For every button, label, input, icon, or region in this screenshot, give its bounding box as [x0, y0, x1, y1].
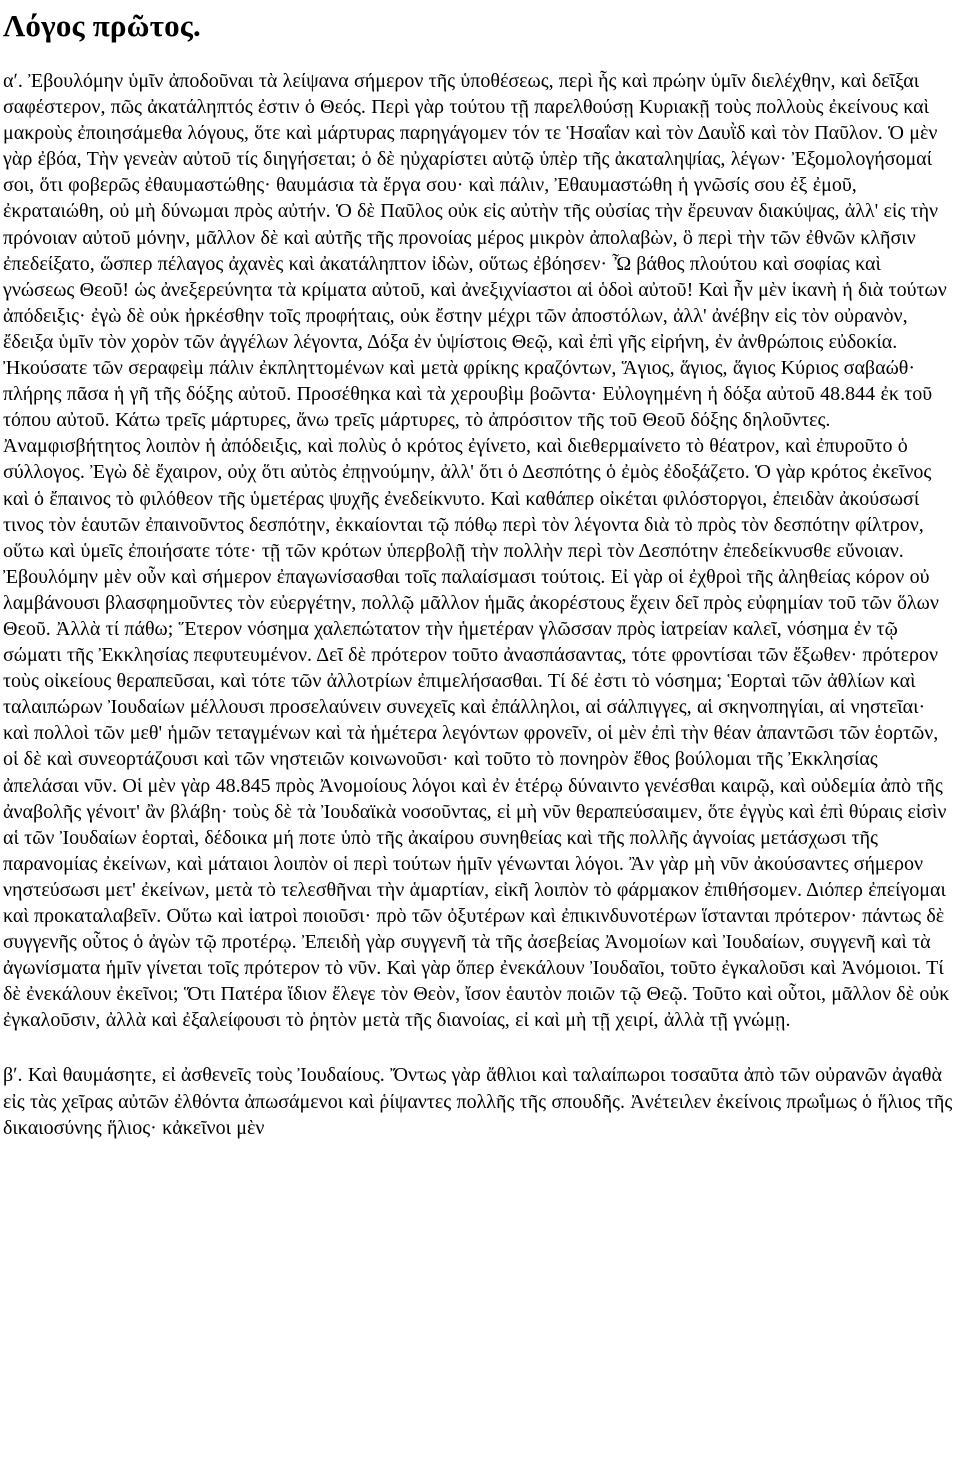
paragraph-1: αʹ. Ἐβουλόμην ὑμῖν ἀποδοῦναι τὰ λείψανα σήμερον τῆς ὑποθέσεως, περὶ ἧς καὶ πρώην ὑμῖν διελέχθην, καὶ δεῖξαι σαφέστερον, πῶς ἀκατάληπτός ἐστιν ὁ Θεός. Περὶ γὰρ τούτου τῇ παρελθούσῃ Κυριακῇ τοὺς πολλοὺς ἐκείνους καὶ μακροὺς ἐποιησάμεθα λόγους, ὅτε καὶ μάρτυρας παρηγάγομεν τόν τε Ἡσαΐαν καὶ τὸν Δαυῒδ καὶ τὸν Παῦλον. Ὁ μὲν γὰρ ἐβόα, Τὴν γενεὰν αὐτοῦ τίς διηγήσεται; ὁ δὲ ηὐχαρίστει αὐτῷ ὑπὲρ τῆς ἀκαταληψίας, λέγων· Ἐξομολογήσομαί σοι, ὅτι φοβερῶς ἐθαυμαστώθης· θαυμάσια τὰ ἔργα σου· καὶ πάλιν, Ἐθαυμαστώθη ἡ γνῶσίς σου ἐξ ἐμοῦ, ἐκραταιώθη, οὐ μὴ δύνωμαι πρὸς αὐτήν. Ὁ δὲ Παῦλος οὐκ εἰς αὐτὴν τῆς οὐσίας τὴν ἔρευναν διακύψας, ἀλλ' εἰς τὴν πρόνοιαν αὐτοῦ μόνην, μᾶλλον δὲ καὶ αὐτῆς τῆς προνοίας μέρος μικρὸν ἀπολαβὼν, ὃ περὶ τὴν τῶν ἐθνῶν κλῆσιν ἐπεδείξατο, ὥσπερ πέλαγος ἀχανὲς καὶ ἀκατάληπτον ἰδὼν, οὕτως ἐβόησεν· Ὦ βάθος πλούτου καὶ σοφίας καὶ γνώσεως Θεοῦ! ὡς ἀνεξερεύνητα τὰ κρίματα αὐτοῦ, καὶ ἀνεξιχνίαστοι αἱ ὁδοὶ αὐτοῦ! Καὶ ἦν μὲν ἱκανὴ ἡ διὰ τούτων ἀπόδειξις· ἐγὼ δὲ οὐκ ἠρκέσθην τοῖς προφήταις, οὐκ ἔστην μέχρι τῶν ἀποστόλων, ἀλλ' ἀνέβην εἰς τὸν οὐρανὸν, ἔδειξα ὑμῖν τὸν χορὸν τῶν ἀγγέλων λέγοντα, Δόξα ἐν ὑψίστοις Θεῷ, καὶ ἐπὶ γῆς εἰρήνη, ἐν ἀνθρώποις εὐδοκία. Ἠκούσατε τῶν σεραφεὶμ πάλιν ἐκπληττομένων καὶ μετὰ φρίκης κραζόντων, Ἅγιος, ἅγιος, ἅγιος Κύριος σαβαώθ· πλήρης πᾶσα ἡ γῆ τῆς δόξης αὐτοῦ. Προσέθηκα καὶ τὰ χερουβὶμ βοῶντα· Εὐλογημένη ἡ δόξα αὐτοῦ 48.844 ἐκ τοῦ τόπου αὐτοῦ. Κάτω τρεῖς μάρτυρες, ἄνω τρεῖς μάρτυρες, τὸ ἀπρόσιτον τῆς τοῦ Θεοῦ δόξης δηλοῦντες. Ἀναμφισβήτητος λοιπὸν ἡ ἀπόδειξις, καὶ πολὺς ὁ κρότος ἐγίνετο, καὶ διεθερμαίνετο τὸ θέατρον, καὶ ἐπυροῦτο ὁ σύλλογος. Ἐγὼ δὲ ἔχαιρον, οὐχ ὅτι αὐτὸς ἐπῃνούμην, ἀλλ' ὅτι ὁ Δεσπότης ὁ ἐμὸς ἐδοξάζετο. Ὁ γὰρ κρότος ἐκεῖνος καὶ ὁ ἔπαινος τὸ φιλόθεον τῆς ὑμετέρας ψυχῆς ἐνεδείκνυτο. Καὶ καθάπερ οἰκέται φιλόστοργοι, ἐπειδὰν ἀκούσωσί τινος τὸν ἑαυτῶν ἐπαινοῦντος δεσπότην, ἐκκαίονται τῷ πόθῳ περὶ τὸν λέγοντα διὰ τὸ πρὸς τὸν δεσπότην φίλτρον, οὕτω καὶ ὑμεῖς ἐποιήσατε τότε· τῇ τῶν κρότων ὑπερβολῇ τὴν πολλὴν περὶ τὸν Δεσπότην ἐπεδείκνυσθε εὔνοιαν. Ἐβουλόμην μὲν οὖν καὶ σήμερον ἐπαγωνίσασθαι τοῖς παλαίσμασι τούτοις. Εἰ γὰρ οἱ ἐχθροὶ τῆς ἀληθείας κόρον οὐ λαμβάνουσι βλασφημοῦντες τὸν εὐεργέτην, πολλῷ μᾶλλον ἡμᾶς ἀκορέστους ἔχειν δεῖ πρὸς εὐφημίαν τοῦ τῶν ὅλων Θεοῦ. Ἀλλὰ τί πάθω; Ἕτερον νόσημα χαλεπώτατον τὴν ἡμετέραν γλῶσσαν πρὸς ἰατρείαν καλεῖ, νόσημα ἐν τῷ σώματι τῆς Ἐκκλησίας πεφυτευμένον. Δεῖ δὲ πρότερον τοῦτο ἀνασπάσαντας, τότε φροντίσαι τῶν ἔξωθεν· πρότερον τοὺς οἰκείους θεραπεῦσαι, καὶ τότε τῶν ἀλλοτρίων ἐπιμελήσασθαι. Τί δέ ἐστι τὸ νόσημα; Ἑορταὶ τῶν ἀθλίων καὶ ταλαιπώρων Ἰουδαίων μέλλουσι προσελαύνειν συνεχεῖς καὶ ἐπάλληλοι, αἱ σάλπιγγες, αἱ σκηνοπηγίαι, αἱ νηστεῖαι· καὶ πολλοὶ τῶν μεθ' ἡμῶν τεταγμένων καὶ τὰ ἡμέτερα λεγόντων φρονεῖν, οἱ μὲν ἐπὶ τὴν θέαν ἀπαντῶσι τῶν ἑορτῶν, οἱ δὲ καὶ συνεορτάζουσι καὶ τῶν νηστειῶν κοινωνοῦσι· καὶ τοῦτο τὸ πονηρὸν ἔθος βούλομαι τῆς Ἐκκλησίας ἀπελάσαι νῦν. Οἱ μὲν γὰρ 48.845 πρὸς Ἀνομοίους λόγοι καὶ ἐν ἑτέρῳ δύναιντο γενέσθαι καιρῷ, καὶ οὐδεμία ἀπὸ τῆς ἀναβολῆς γένοιτ' ἂν βλάβη· τοὺς δὲ τὰ Ἰουδαϊκὰ νοσοῦντας, εἰ μὴ νῦν θεραπεύσαιμεν, ὅτε ἐγγὺς καὶ ἐπὶ θύραις εἰσὶν αἱ τῶν Ἰουδαίων ἑορταὶ, δέδοικα μή ποτε ὑπὸ τῆς ἀκαίρου συνηθείας καὶ τῆς πολλῆς ἀγνοίας μετάσχωσι τῆς παρανομίας ἐκείνων, καὶ μάταιοι λοιπὸν οἱ περὶ τούτων ἡμῖν γένωνται λόγοι. Ἂν γὰρ μὴ νῦν ἀκούσαντες σήμερον νηστεύσωσι μετ' ἐκείνων, μετὰ τὸ τελεσθῆναι τὴν ἁμαρτίαν, εἰκῆ λοιπὸν τὸ φάρμακον ἐπιθήσομεν. Διόπερ ἐπείγομαι καὶ προκαταλαβεῖν. Οὕτω καὶ ἰατροὶ ποιοῦσι· πρὸ τῶν ὀξυτέρων καὶ ἐπικινδυνοτέρων ἵστανται πρότερον· πάντως δὲ συγγενῆς οὗτος ὁ ἀγὼν τῷ προτέρῳ. Ἐπειδὴ γὰρ συγγενῆ τὰ τῆς ἀσεβείας Ἀνομοίων καὶ Ἰουδαίων, συγγενῆ καὶ τὰ ἀγωνίσματα ἡμῖν γίνεται τοῖς πρότερον τὸ νῦν. Καὶ γὰρ ὅπερ ἐνεκάλουν Ἰουδαῖοι, τοῦτο ἐγκαλοῦσι καὶ Ἀνόμοιοι. Τί δὲ ἐνεκάλουν ἐκεῖνοι; Ὅτι Πατέρα ἴδιον ἔλεγε τὸν Θεὸν, ἴσον ἑαυτὸν ποιῶν τῷ Θεῷ. Τοῦτο καὶ οὗτοι, μᾶλλον δὲ οὐκ ἐγκαλοῦσιν, ἀλλὰ καὶ ἐξαλείφουσι τὸ ῥητὸν μετὰ τῆς διανοίας, εἰ καὶ μὴ τῇ χειρί, ἀλλὰ τῇ γνώμῃ. — [3, 70, 950, 1032]
paragraph-2: βʹ. Καὶ θαυμάσητε, εἰ ἀσθενεῖς τοὺς Ἰουδαίους. Ὄντως γὰρ ἄθλιοι καὶ ταλαίπωροι τοσαῦτα ἀπὸ τῶν οὐρανῶν ἀγαθὰ εἰς τὰς χεῖρας αὐτῶν ἐλθόντα ἀπωσάμενοι καὶ ῥίψαντες πολλῆς τῆς σπουδῆς. Ἀνέτειλεν ἐκείνοις πρωΐμως ὁ ἥλιος τῆς δικαιοσύνης ἥλιος· κἀκεῖνοι μὲν — [3, 1064, 953, 1139]
document-page — [3, 0, 955, 1141]
document-title: Λόγος πρῶτος. — [3, 8, 201, 43]
